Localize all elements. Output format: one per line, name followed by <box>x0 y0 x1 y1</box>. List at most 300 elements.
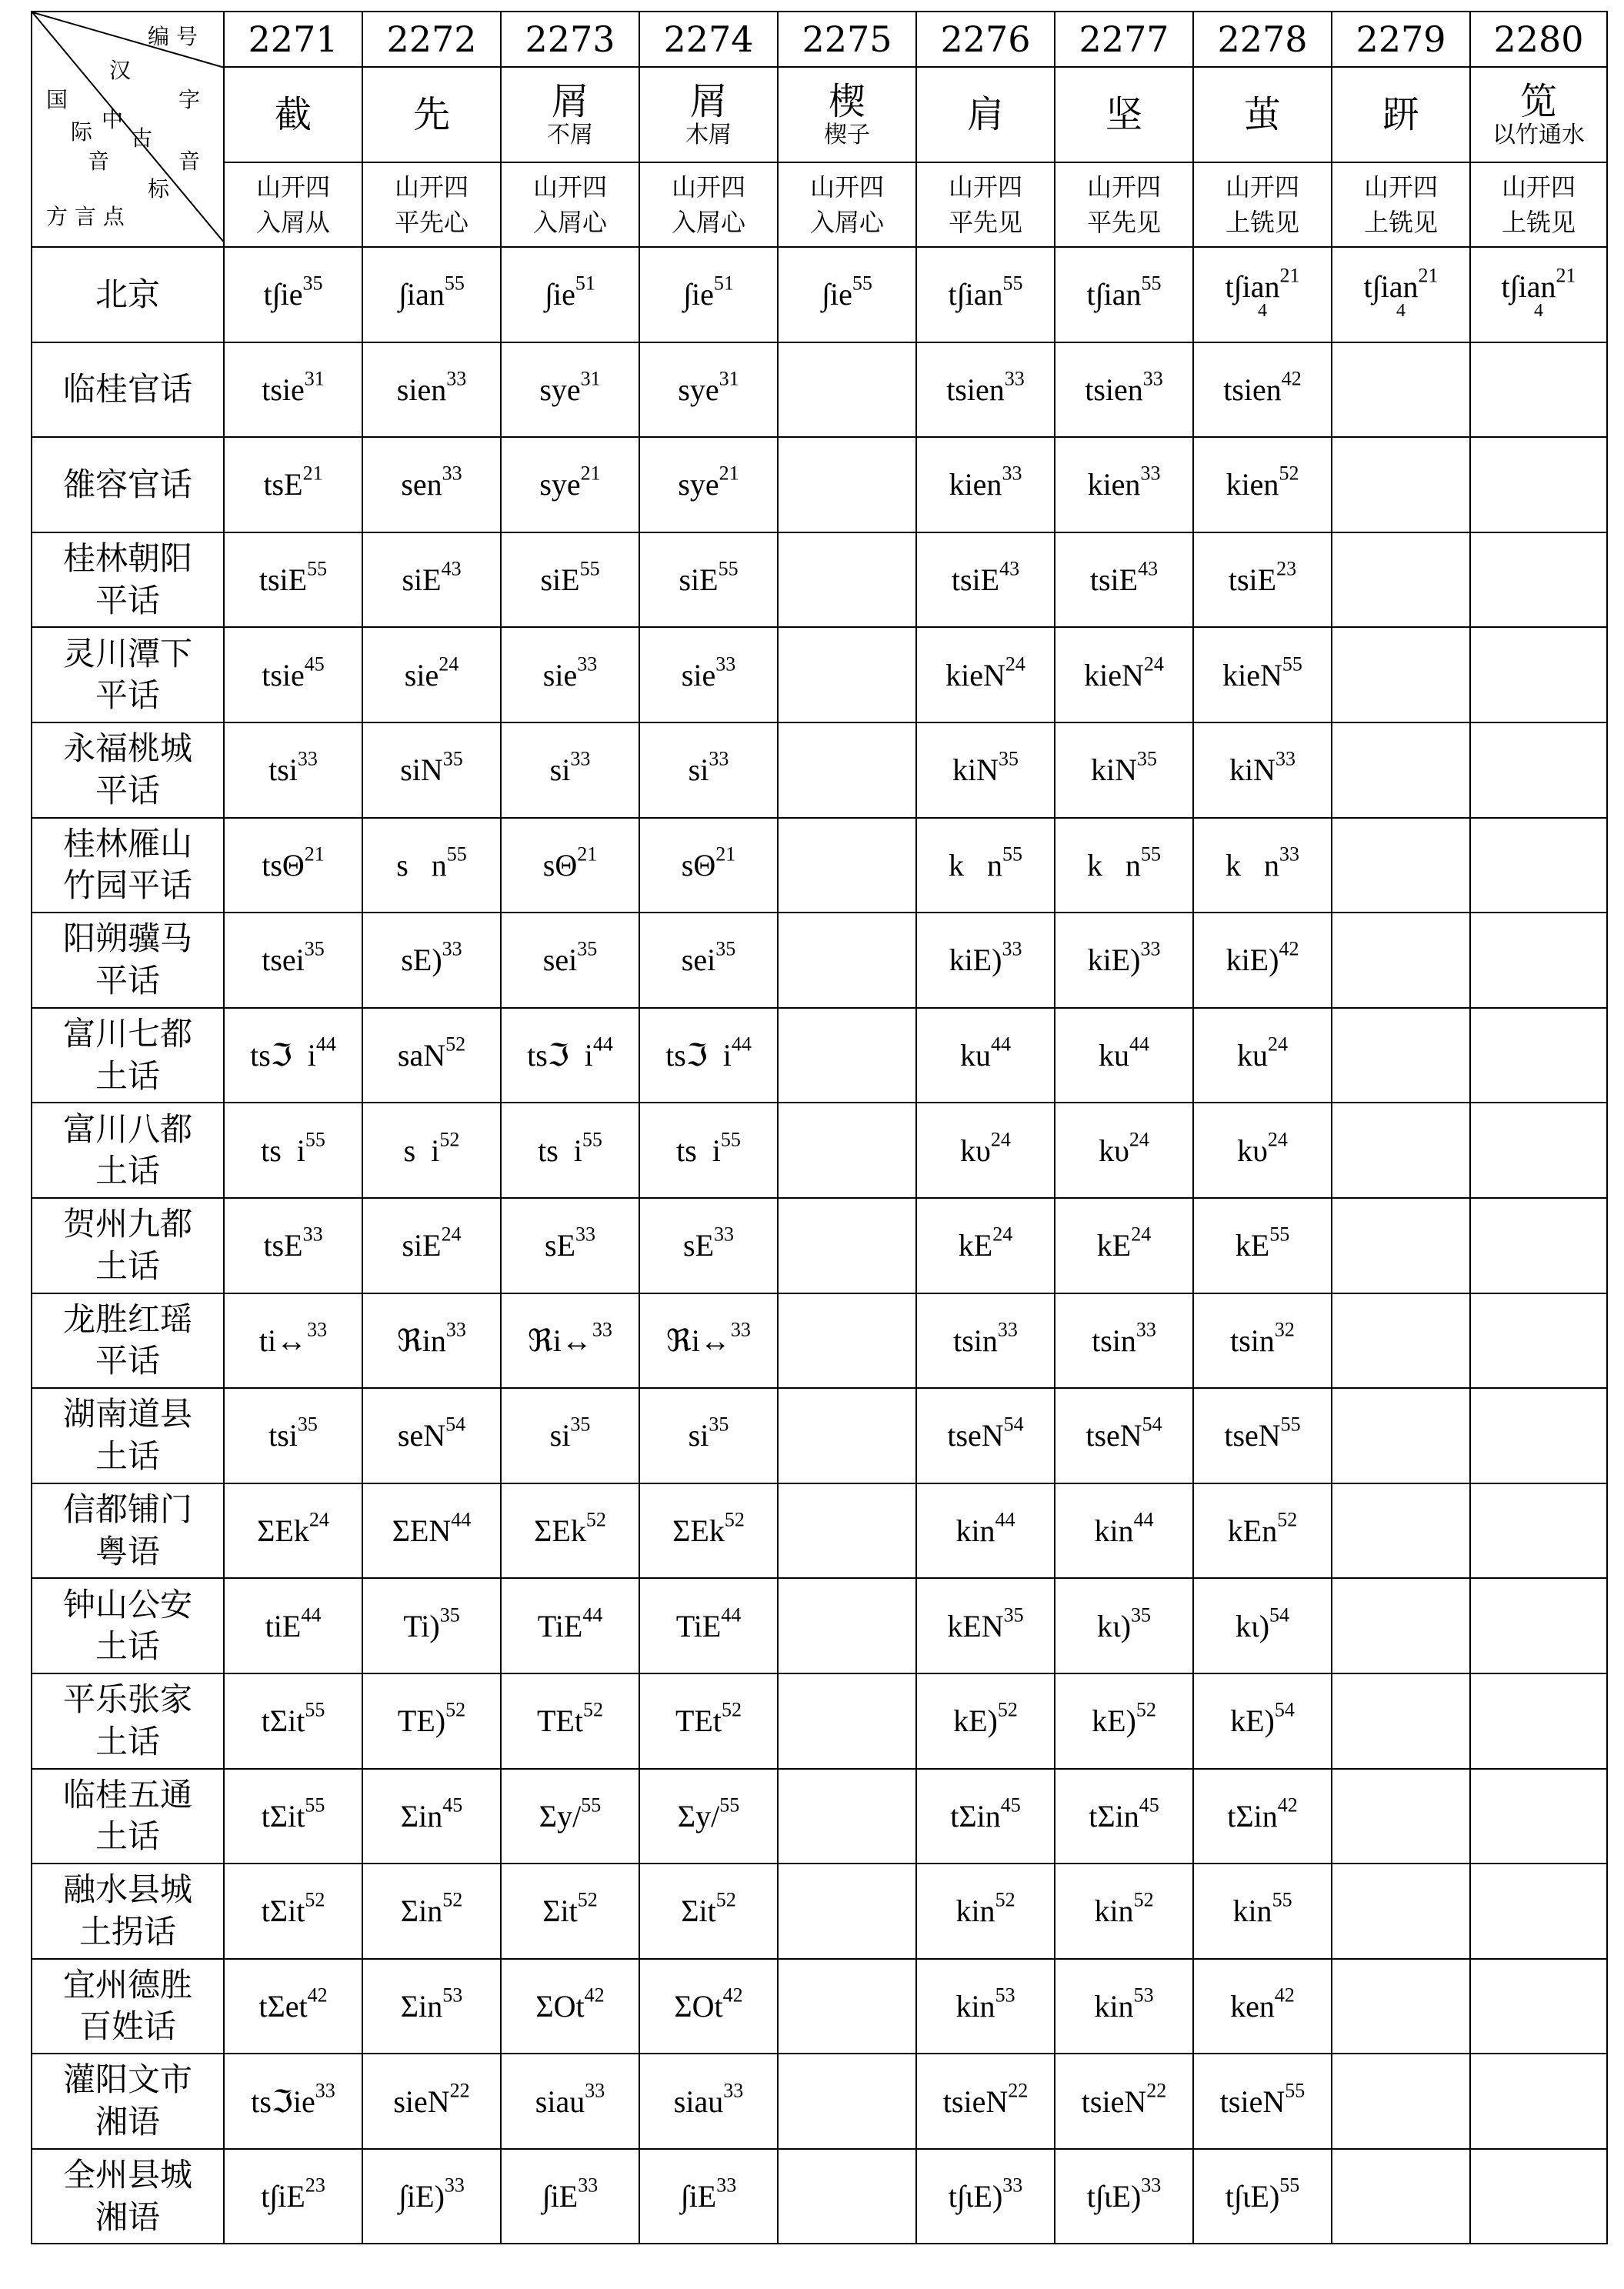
tone-value: 23 <box>1276 557 1297 580</box>
location-line-1: 龙胜红瑶 <box>62 1300 192 1338</box>
table-row <box>32 1673 1607 1769</box>
tone-value: 42 <box>584 1984 605 2007</box>
location-line-1: 信都铺门 <box>62 1490 192 1528</box>
ipa-text: t∫iE <box>261 2179 305 2214</box>
pronunciation-cell <box>778 437 916 532</box>
pronunciation-cell <box>1193 1769 1332 1864</box>
tone-value: 33 <box>302 1223 323 1246</box>
ipa-text: sei <box>681 943 716 978</box>
tone-value: 35 <box>999 747 1019 770</box>
pronunciation-cell <box>501 1103 639 1198</box>
pronunciation-cell <box>1055 1008 1193 1103</box>
ipa-text: saN <box>397 1038 446 1073</box>
pronunciation-cell <box>1332 913 1470 1008</box>
mc-line-1: 山开四 <box>948 172 1022 202</box>
pronunciation-cell <box>1055 1769 1193 1864</box>
pronunciation-cell <box>1332 1959 1470 2054</box>
pronunciation-cell <box>639 2054 778 2149</box>
ipa-text: si <box>688 752 709 788</box>
ipa-text: sΘ <box>542 847 578 883</box>
location-line-1: 宜州德胜 <box>62 1965 192 2004</box>
pronunciation-cell <box>224 818 362 913</box>
pronunciation-cell <box>1470 1959 1607 2054</box>
tone-value: 35 <box>715 937 736 960</box>
tone-value: 44 <box>582 1603 603 1627</box>
tone-value: 44 <box>731 1033 752 1056</box>
tone-value: 55 <box>719 1793 740 1817</box>
pronunciation-cell <box>1193 2054 1332 2149</box>
ipa-text: kieN <box>1222 657 1282 692</box>
character-glyph: 楔 <box>828 80 865 124</box>
pronunciation-cell <box>501 1959 639 2054</box>
tone-value: 55 <box>444 272 465 295</box>
ipa-text: sΘ <box>681 847 716 883</box>
ipa-text: tiE <box>265 1608 302 1643</box>
ipa-text: t∫ian <box>1225 269 1280 305</box>
dialect-location <box>32 1578 224 1673</box>
tone-value: 55 <box>1141 843 1161 866</box>
location-line-2: 平话 <box>95 771 160 809</box>
tone-value: 24 <box>1143 652 1164 676</box>
pronunciation-cell <box>1332 2149 1470 2244</box>
column-character <box>224 67 362 162</box>
pronunciation-cell <box>1470 1769 1607 1864</box>
tone-value: 45 <box>442 1793 463 1817</box>
ipa-text: tsE <box>263 467 303 502</box>
dialect-location <box>32 818 224 913</box>
pronunciation-cell <box>639 913 778 1008</box>
tone-value: 55 <box>852 272 872 295</box>
pronunciation-cell <box>1055 1198 1193 1293</box>
tone-value-continued: 4 <box>1258 301 1267 322</box>
pronunciation-cell <box>1055 247 1193 342</box>
pronunciation-cell <box>778 532 916 628</box>
pronunciation-cell <box>778 1388 916 1483</box>
column-number: 2274 <box>639 12 778 67</box>
ipa-text: seN <box>397 1418 446 1453</box>
pronunciation-cell <box>778 1293 916 1389</box>
corner-label-biaohao: 编 号 <box>148 24 198 49</box>
ipa-text: kiE) <box>1087 943 1141 978</box>
tone-value: 54 <box>445 1413 466 1436</box>
ipa-text: tsi <box>268 752 298 788</box>
pronunciation-cell <box>1470 913 1607 1008</box>
tone-value: 44 <box>721 1603 742 1627</box>
pronunciation-cell <box>362 913 501 1008</box>
pronunciation-cell <box>1055 627 1193 722</box>
pronunciation-cell <box>362 1578 501 1673</box>
pronunciation-cell <box>778 1198 916 1293</box>
pronunciation-cell <box>1193 627 1332 722</box>
dialect-location <box>32 2149 224 2244</box>
tone-value: 43 <box>999 557 1020 580</box>
dialect-location <box>32 342 224 438</box>
pronunciation-cell <box>1055 1103 1193 1198</box>
tone-value: 33 <box>297 747 318 770</box>
tone-value: 21 <box>719 462 739 485</box>
ipa-text: kin <box>955 1513 995 1549</box>
ipa-text: kE) <box>953 1703 998 1739</box>
pronunciation-cell <box>639 1293 778 1389</box>
corner-label-guo: 国 <box>46 87 68 112</box>
ipa-text: kiE) <box>1226 943 1279 978</box>
pronunciation-cell <box>916 627 1055 722</box>
column-character <box>501 67 639 162</box>
pronunciation-cell <box>1470 247 1607 342</box>
ipa-text: kE <box>958 1228 993 1263</box>
ipa-text: k n <box>949 847 1002 883</box>
dialect-location <box>32 532 224 628</box>
pronunciation-cell <box>1193 247 1332 342</box>
tone-value: 33 <box>1141 2174 1162 2197</box>
pronunciation-cell <box>639 1864 778 1959</box>
ipa-text: tsieN <box>1081 2084 1147 2119</box>
ipa-text: tsℑie <box>251 2084 315 2119</box>
tone-value: 33 <box>592 1318 612 1341</box>
pronunciation-cell <box>362 1388 501 1483</box>
tone-value: 24 <box>439 652 459 676</box>
pronunciation-cell <box>224 1673 362 1769</box>
ipa-text: ts i <box>538 1133 582 1168</box>
pronunciation-cell <box>362 1483 501 1579</box>
tone-value: 52 <box>1277 1508 1298 1531</box>
table-row <box>32 1769 1607 1864</box>
dialect-location <box>32 722 224 818</box>
pronunciation-cell <box>501 1388 639 1483</box>
ipa-text: tsien <box>1223 372 1282 407</box>
pronunciation-cell <box>1332 627 1470 722</box>
pronunciation-cell <box>501 437 639 532</box>
tone-value: 21 <box>1556 264 1576 287</box>
middle-chinese-category <box>362 162 501 247</box>
mc-line-2: 平先心 <box>394 208 469 237</box>
tone-value: 55 <box>1280 1413 1301 1436</box>
ipa-text: tsiE <box>258 562 308 598</box>
location-line-2: 百姓话 <box>78 2007 176 2046</box>
tone-value: 45 <box>304 652 325 676</box>
location-line-1: 钟山公安 <box>62 1585 192 1623</box>
table-row <box>32 1103 1607 1198</box>
tone-value: 22 <box>1008 2079 1029 2102</box>
tone-value: 33 <box>1004 367 1025 390</box>
tone-value: 53 <box>995 1984 1015 2007</box>
ipa-text: ℜi↔ <box>666 1323 731 1358</box>
pronunciation-cell <box>639 1769 778 1864</box>
tone-value: 43 <box>1138 557 1159 580</box>
ipa-text: sye <box>678 467 719 502</box>
pronunciation-cell <box>1470 1008 1607 1103</box>
ipa-text: kiE) <box>949 943 1002 978</box>
ipa-text: t∫ιE) <box>1086 2179 1142 2214</box>
character-glyph: 先 <box>412 92 450 136</box>
pronunciation-cell <box>778 1769 916 1864</box>
tone-value: 44 <box>451 1508 472 1531</box>
tone-value: 55 <box>718 557 739 580</box>
ipa-text: tΣit <box>261 1703 305 1739</box>
pronunciation-cell <box>1055 532 1193 628</box>
pronunciation-cell <box>224 342 362 438</box>
tone-value-continued: 4 <box>1396 301 1406 322</box>
tone-value: 42 <box>1281 367 1302 390</box>
tone-value: 35 <box>1131 1603 1152 1627</box>
pronunciation-cell <box>1332 722 1470 818</box>
column-number: 2277 <box>1055 12 1193 67</box>
pronunciation-cell <box>1193 818 1332 913</box>
tone-value: 33 <box>444 2174 465 2197</box>
middle-chinese-category <box>501 162 639 247</box>
tone-value: 44 <box>1129 1033 1149 1056</box>
dialect-location <box>32 1293 224 1389</box>
ipa-text: kE <box>1235 1228 1270 1263</box>
mc-line-1: 山开四 <box>809 172 884 202</box>
ipa-text: sE <box>545 1228 575 1263</box>
pronunciation-cell <box>1470 2149 1607 2244</box>
tone-value: 21 <box>302 462 323 485</box>
tone-value: 54 <box>1274 1698 1295 1721</box>
location-line-2: 土话 <box>95 1152 160 1190</box>
ipa-text: tsΘ <box>262 847 305 883</box>
character-glyph: 屑 <box>551 80 589 124</box>
pronunciation-cell <box>224 1864 362 1959</box>
ipa-text: tsie <box>262 657 305 692</box>
ipa-text: Σin <box>400 1988 443 2024</box>
pronunciation-cell <box>224 627 362 722</box>
tone-value: 55 <box>1279 2174 1300 2197</box>
pronunciation-cell <box>1470 1483 1607 1579</box>
pronunciation-cell <box>362 1103 501 1198</box>
pronunciation-cell <box>501 1769 639 1864</box>
pronunciation-cell <box>362 1008 501 1103</box>
location-line-1: 临桂官话 <box>62 370 192 409</box>
tone-value: 52 <box>439 1128 460 1151</box>
mc-line-2: 入屑心 <box>532 208 607 237</box>
tone-value: 55 <box>1282 652 1302 676</box>
pronunciation-cell <box>916 722 1055 818</box>
pronunciation-cell <box>778 247 916 342</box>
ipa-text: tsieN <box>1219 2084 1286 2119</box>
tone-value: 51 <box>713 272 734 295</box>
table-row <box>32 1388 1607 1483</box>
ipa-text: kι) <box>1235 1608 1270 1643</box>
pronunciation-cell <box>1055 2149 1193 2244</box>
ipa-text: kE <box>1096 1228 1132 1263</box>
tone-value: 33 <box>585 2079 605 2102</box>
tone-value: 21 <box>715 843 736 866</box>
character-glyph: 茧 <box>1243 92 1281 136</box>
dialect-location <box>32 1483 224 1579</box>
tone-value: 33 <box>446 367 467 390</box>
ipa-text: ken <box>1230 1988 1275 2024</box>
pronunciation-cell <box>916 1198 1055 1293</box>
tone-value: 35 <box>439 1603 460 1627</box>
corner-label-biao: 标 <box>148 176 170 202</box>
tone-value: 44 <box>301 1603 322 1627</box>
pronunciation-cell <box>362 1673 501 1769</box>
pronunciation-cell <box>224 913 362 1008</box>
tone-value: 45 <box>1139 1793 1159 1817</box>
tone-value: 33 <box>1142 367 1163 390</box>
tone-value: 52 <box>585 1508 606 1531</box>
table-row <box>32 2054 1607 2149</box>
pronunciation-cell <box>639 2149 778 2244</box>
location-line-1: 湖南道县 <box>62 1395 192 1433</box>
ipa-text: tsin <box>1092 1323 1136 1358</box>
column-number: 2276 <box>916 12 1055 67</box>
mc-line-1: 山开四 <box>1501 172 1576 202</box>
mc-line-1: 山开四 <box>1363 172 1438 202</box>
ipa-text: TEt <box>675 1703 722 1739</box>
ipa-text: t∫ιE) <box>1225 2179 1280 2214</box>
middle-chinese-category <box>1055 162 1193 247</box>
ipa-text: Ti) <box>403 1608 440 1643</box>
pronunciation-cell <box>362 627 501 722</box>
pronunciation-cell <box>1055 1388 1193 1483</box>
pronunciation-cell <box>1193 1673 1332 1769</box>
pronunciation-cell <box>1193 437 1332 532</box>
ipa-text: t∫ie <box>263 277 303 312</box>
pronunciation-cell <box>778 722 916 818</box>
pronunciation-cell <box>224 1483 362 1579</box>
ipa-text: tseN <box>947 1418 1004 1453</box>
dialect-location <box>32 1008 224 1103</box>
dialect-location <box>32 1864 224 1959</box>
pronunciation-cell <box>224 1578 362 1673</box>
pronunciation-cell <box>1470 532 1607 628</box>
corner-label-zi: 字 <box>178 87 201 112</box>
ipa-text: kiN <box>1091 752 1137 788</box>
pronunciation-cell <box>224 1198 362 1293</box>
ipa-text: sie <box>542 657 578 692</box>
pronunciation-cell <box>778 1959 916 2054</box>
ipa-text: tsin <box>1230 1323 1275 1358</box>
tone-value: 33 <box>442 462 462 485</box>
pronunciation-cell <box>639 818 778 913</box>
ipa-text: siE <box>540 562 580 598</box>
pronunciation-cell <box>916 1673 1055 1769</box>
pronunciation-cell <box>1193 2149 1332 2244</box>
pronunciation-cell <box>1470 437 1607 532</box>
pronunciation-cell <box>916 1578 1055 1673</box>
tone-value: 31 <box>580 367 601 390</box>
ipa-text: t∫ian <box>1086 277 1142 312</box>
column-character <box>916 67 1055 162</box>
ipa-text: kE) <box>1230 1703 1275 1739</box>
ipa-text: ∫ian <box>398 277 445 312</box>
tone-value: 52 <box>1133 1888 1154 1911</box>
tone-value: 55 <box>1269 1223 1290 1246</box>
tone-value: 35 <box>442 747 463 770</box>
table-row <box>32 1483 1607 1579</box>
pronunciation-cell <box>778 1483 916 1579</box>
pronunciation-cell <box>639 1388 778 1483</box>
tone-value: 55 <box>1002 272 1023 295</box>
pronunciation-cell <box>916 1388 1055 1483</box>
location-line-1: 灵川潭下 <box>62 634 192 672</box>
location-line-1: 阳朔骥马 <box>62 919 192 958</box>
tone-value: 33 <box>578 2174 599 2197</box>
pronunciation-cell <box>1470 1673 1607 1769</box>
pronunciation-cell <box>639 722 778 818</box>
pronunciation-cell <box>224 2149 362 2244</box>
tone-value: 22 <box>1146 2079 1167 2102</box>
table-row <box>32 532 1607 628</box>
pronunciation-cell <box>1193 1198 1332 1293</box>
mc-line-1: 山开四 <box>1225 172 1299 202</box>
pronunciation-cell <box>362 1769 501 1864</box>
ipa-text: tseN <box>1085 1418 1142 1453</box>
pronunciation-cell <box>1470 1293 1607 1389</box>
ipa-text: siE <box>402 562 442 598</box>
column-number: 2280 <box>1470 12 1607 67</box>
ipa-text: ΣOt <box>674 1988 723 2024</box>
middle-chinese-category <box>778 162 916 247</box>
ipa-text: tsien <box>946 372 1005 407</box>
pronunciation-cell <box>1193 1008 1332 1103</box>
pronunciation-cell <box>1193 722 1332 818</box>
pronunciation-cell <box>224 722 362 818</box>
mc-line-1: 山开四 <box>255 172 330 202</box>
ipa-text: tΣin <box>1089 1798 1139 1834</box>
location-line-2: 平话 <box>95 1342 160 1380</box>
tone-value: 33 <box>1002 2174 1023 2197</box>
tone-value: 33 <box>1276 747 1296 770</box>
table-row <box>32 1578 1607 1673</box>
tone-value: 35 <box>570 1413 591 1436</box>
pronunciation-cell <box>362 437 501 532</box>
mc-line-2: 入屑心 <box>671 208 745 237</box>
ipa-text: sie <box>404 657 439 692</box>
location-line-2: 湘语 <box>95 2103 160 2141</box>
ipa-text: kin <box>1232 1894 1272 1929</box>
pronunciation-cell <box>916 818 1055 913</box>
pronunciation-cell <box>224 247 362 342</box>
ipa-text: ∫ie <box>683 277 714 312</box>
location-line-2: 土话 <box>95 1436 160 1475</box>
tone-value: 55 <box>720 1128 741 1151</box>
pronunciation-cell <box>1193 913 1332 1008</box>
header-corner-cell <box>32 12 224 247</box>
pronunciation-cell <box>1470 818 1607 913</box>
table-row <box>32 1008 1607 1103</box>
ipa-text: ΣEk <box>672 1513 725 1549</box>
dialect-table-page <box>31 11 1606 2273</box>
ipa-text: siE <box>679 562 719 598</box>
column-number: 2273 <box>501 12 639 67</box>
corner-label-yin2: 音 <box>178 148 201 174</box>
location-line-1: 平乐张家 <box>62 1680 192 1719</box>
pronunciation-cell <box>916 1008 1055 1103</box>
pronunciation-cell <box>501 1864 639 1959</box>
tone-value: 33 <box>575 1223 595 1246</box>
pronunciation-cell <box>501 1673 639 1769</box>
tone-value: 33 <box>1002 462 1022 485</box>
table-row <box>32 437 1607 532</box>
pronunciation-cell <box>1055 1864 1193 1959</box>
tone-value: 24 <box>1129 1128 1149 1151</box>
pronunciation-cell <box>224 1769 362 1864</box>
pronunciation-cell <box>778 1864 916 1959</box>
ipa-text: Σit <box>542 1894 578 1929</box>
ipa-text: ts i <box>261 1133 305 1168</box>
ipa-text: tΣin <box>950 1798 1001 1834</box>
pronunciation-cell <box>501 1008 639 1103</box>
tone-value: 35 <box>1003 1603 1024 1627</box>
tone-value: 52 <box>445 1698 466 1721</box>
pronunciation-cell <box>1055 342 1193 438</box>
table-row <box>32 2149 1607 2244</box>
ipa-text: ∫iE <box>542 2179 579 2214</box>
ipa-text: k n <box>1087 847 1141 883</box>
